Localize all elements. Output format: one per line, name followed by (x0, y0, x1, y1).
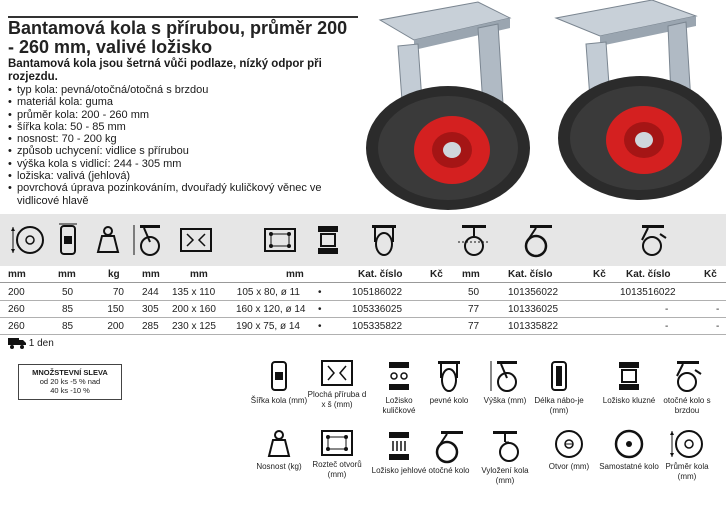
product-photo (360, 0, 726, 212)
col-header: Kč (704, 269, 717, 280)
legend-plain-bearing: Ložisko kluzné (598, 358, 660, 406)
cell-cat-brake: - (665, 304, 669, 315)
single-wheel-icon (613, 428, 645, 460)
cell-price-brake: - (716, 304, 720, 315)
needle-bearing-icon (384, 428, 414, 464)
spec-item: • typ kola: pevná/otočná/otočná s brzdou (8, 84, 353, 96)
legend-hole-spacing: Rozteč otvorů (mm) (306, 428, 368, 479)
cell-wheel-width: 85 (62, 304, 74, 315)
cell-offset: 77 (468, 321, 480, 332)
cell-hole-spacing: 190 x 75, ø 14 (236, 321, 300, 332)
cell-cat-swivel: 101336025 (508, 304, 559, 315)
discount-line: 40 ks -10 % (50, 386, 90, 395)
cell-cat-swivel: 101335822 (508, 321, 559, 332)
discount-line: od 20 ks -5 % nad (39, 377, 101, 386)
legend-bore: Otvor (mm) (538, 428, 600, 472)
cell-wheel-diameter: 260 (8, 304, 25, 315)
col-header: mm (8, 269, 26, 280)
cell-cat-brake: - (665, 321, 669, 332)
legend-swivel-castor: otočné kolo (418, 428, 480, 476)
spec-item: • způsob uchycení: vidlice s přírubou (8, 145, 353, 157)
load-capacity-icon (90, 222, 126, 258)
fixed-castor-icon (366, 222, 402, 258)
hole-spacing-icon (319, 428, 355, 458)
load-capacity-icon (261, 428, 297, 460)
bore-icon (553, 428, 585, 460)
cell-load: 150 (107, 304, 124, 315)
cell-wheel-diameter: 260 (8, 321, 25, 332)
spec-item: • ložiska: valivá (jehlová) (8, 170, 353, 182)
cell-load: 70 (112, 287, 124, 298)
castor-right-illustration (556, 0, 722, 200)
quantity-discount-box (18, 364, 122, 400)
table-header-row (0, 266, 726, 283)
legend-load-capacity: Nosnost (kg) (248, 428, 310, 472)
cell-cat-fixed: 105186022 (352, 287, 403, 298)
plate-size-icon (319, 358, 355, 388)
hub-length-icon (544, 358, 574, 394)
col-header: Kat. číslo (358, 269, 403, 280)
col-header: Kč (593, 269, 606, 280)
wheel-width-icon (50, 222, 86, 258)
col-header: mm (462, 269, 480, 280)
legend-hub-length: Délka nábo-je (mm) (528, 358, 590, 415)
col-header: Kat. číslo (626, 269, 671, 280)
col-header: Kat. číslo (508, 269, 553, 280)
discount-title: MNOŽSTEVNÍ SLEVA (32, 368, 108, 377)
col-header: Kč (430, 269, 443, 280)
cell-plate-size: 230 x 125 (172, 321, 216, 332)
cell-cat-swivel: 101356022 (508, 287, 559, 298)
table-row[interactable] (0, 285, 726, 301)
cell-cat-brake: 1013516022 (620, 287, 676, 298)
legend-ball-bearing: Ložisko kuličkové (368, 358, 430, 415)
cell-plate-size: 135 x 110 (172, 287, 216, 298)
castor-left-illustration (366, 2, 530, 210)
swivel-castor-icon (431, 428, 467, 464)
fixed-castor-icon (434, 358, 464, 394)
wheel-width-icon (264, 358, 294, 394)
hole-spacing-icon (262, 222, 298, 258)
swivel-castor-offset-icon (456, 222, 492, 258)
cell-cat-fixed: 105335822 (352, 321, 403, 332)
col-header: mm (190, 269, 208, 280)
ball-bearing-icon (384, 358, 414, 394)
spec-item: • průměr kola: 200 - 260 mm (8, 109, 353, 121)
cell-wheel-width: 85 (62, 321, 74, 332)
col-header: kg (108, 269, 120, 280)
truck-icon (8, 338, 26, 349)
delivery-label: 1 den (28, 338, 54, 349)
cell-height: 244 (142, 287, 159, 298)
cell-wheel-width: 50 (62, 287, 74, 298)
needle-bearing-icon (310, 222, 346, 258)
spec-item: • šířka kola: 50 - 85 mm (8, 121, 353, 133)
col-header: mm (142, 269, 160, 280)
wheel-diameter-icon (10, 222, 46, 258)
spec-item: • nosnost: 70 - 200 kg (8, 133, 353, 145)
cell-wheel-diameter: 200 (8, 287, 25, 298)
delivery-info (8, 338, 54, 349)
legend-fixed-castor: pevné kolo (418, 358, 480, 406)
swivel-castor-icon (520, 222, 556, 258)
legend-brake-castor: otočné kolo s brzdou (656, 358, 718, 415)
page-subtitle: Bantamová kola jsou šetrná vůči podlaze, nízký odpor při rozjezdu. (8, 58, 322, 83)
cell-height: 305 (142, 304, 159, 315)
table-icon-header (0, 214, 726, 266)
cell-plate-size: 200 x 160 (172, 304, 216, 315)
swivel-castor-brake-icon (669, 358, 705, 394)
cell-hole-spacing: 105 x 80, ø 11 (236, 287, 300, 298)
plate-size-icon (178, 222, 214, 258)
spec-item: • povrchová úprava pozinkováním, dvouřadý kuličkový věnec ve vidlicové hlavě (8, 182, 353, 207)
legend-height: Výška (mm) (474, 358, 536, 406)
cell-load: 200 (107, 321, 124, 332)
legend-wheel-offset: Vyložení kola (mm) (474, 428, 536, 485)
legend-wheel-diameter: Průměr kola (mm) (656, 428, 718, 481)
cell-height: 285 (142, 321, 159, 332)
spec-item: • materiál kola: guma (8, 96, 353, 108)
legend-wheel-width: Šířka kola (mm) (248, 358, 310, 406)
legend-single-wheel: Samostatné kolo (598, 428, 660, 472)
cell-offset: 50 (468, 287, 480, 298)
table-row[interactable] (0, 319, 726, 335)
col-header: mm (286, 269, 304, 280)
table-row[interactable] (0, 302, 726, 318)
cell-offset: 77 (468, 304, 480, 315)
col-header: mm (58, 269, 76, 280)
spec-list (8, 84, 353, 207)
spec-item: • výška kola s vidlicí: 244 - 305 mm (8, 158, 353, 170)
cell-needle-bearing: • (318, 287, 322, 298)
cell-needle-bearing: • (318, 304, 322, 315)
page-title: Bantamová kola s přírubou, průměr 200 - 260 mm, valivé ložisko (8, 18, 348, 57)
plain-bearing-icon (614, 358, 644, 394)
swivel-castor-brake-icon (634, 222, 670, 258)
legend-needle-bearing: Ložisko jehlové (368, 428, 430, 476)
legend-plate-size: Plochá příruba d x š (mm) (306, 358, 368, 409)
cell-cat-fixed: 105336025 (352, 304, 403, 315)
cell-hole-spacing: 160 x 120, ø 14 (236, 304, 306, 315)
height-icon (487, 358, 523, 394)
cell-price-brake: - (716, 321, 720, 332)
wheel-offset-icon (487, 428, 523, 464)
cell-needle-bearing: • (318, 321, 322, 332)
wheel-diameter-icon (669, 428, 705, 460)
height-icon (130, 222, 166, 258)
